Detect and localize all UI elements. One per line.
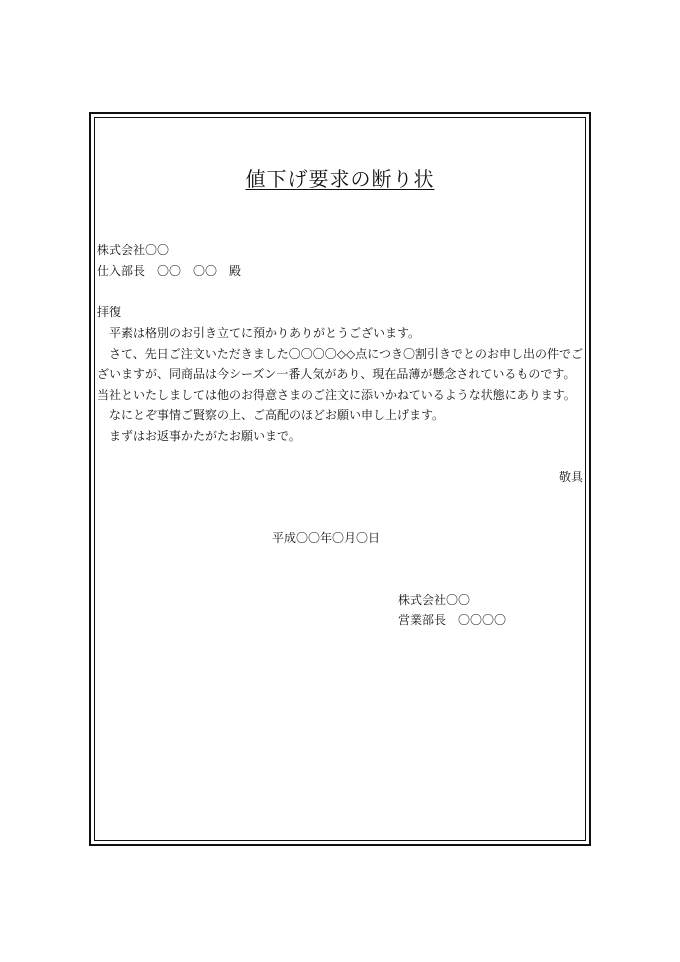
document-title: 値下げ要求の断り状 [245, 167, 435, 191]
salutation: 拝復 [97, 305, 122, 319]
document-title-container [0, 165, 680, 193]
sender-person: 営業部長 〇〇〇〇 [398, 613, 507, 627]
body-paragraph: 平素は格別のお引き立てに預かりありがとうございます。 [109, 326, 421, 340]
body-paragraph: なにとぞ事情ご賢察の上、ご高配のほどお願い申し上げます。 [109, 408, 445, 423]
recipient-person: 仕入部長 〇〇 〇〇 殿 [97, 264, 242, 278]
page-border-inner [94, 117, 586, 841]
body-paragraph: さて、先日ご注文いただきました〇〇〇〇◇◇点につき〇割引きでとのお申し出の件でございますが、同商品は今シーズン一番人気があり、現在品薄が懸念されているものです。当社といたしましては他のお得意さまのご注文に添いかねているような状態にあります。 [97, 346, 583, 402]
recipient-company: 株式会社〇〇 [97, 243, 170, 257]
letter-body [97, 323, 583, 447]
sender-company: 株式会社〇〇 [398, 593, 471, 607]
letter-date: 平成〇〇年〇月〇日 [272, 531, 381, 545]
closing: 敬具 [558, 470, 583, 484]
body-paragraph: まずはお返事かたがたお願いまで。 [109, 428, 301, 443]
